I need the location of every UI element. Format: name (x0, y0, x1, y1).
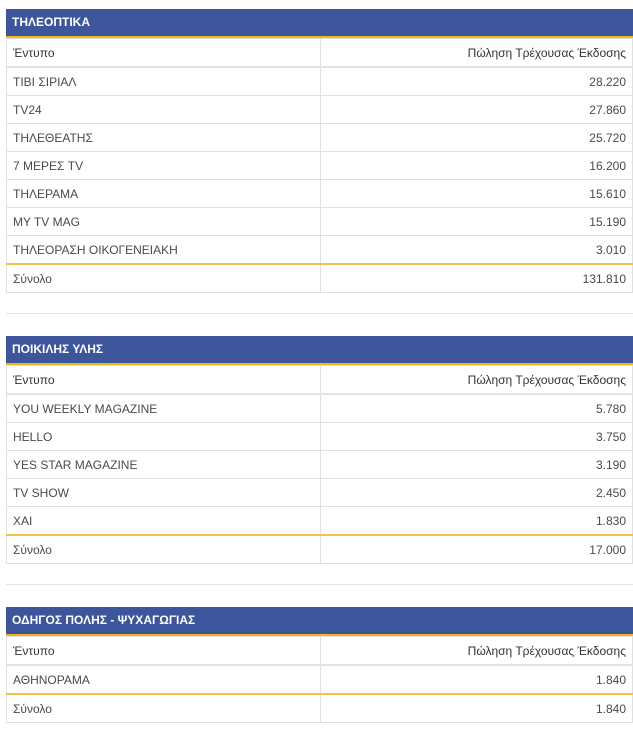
section-title: ΤΗΛΕΟΠΤΙΚΑ (6, 9, 633, 38)
column-header-title: Έντυπο (7, 366, 321, 395)
row-value: 3.190 (320, 451, 633, 479)
table-row (7, 451, 633, 479)
total-value: 131.810 (320, 264, 633, 293)
sales-table (6, 38, 633, 293)
table-header-row (7, 39, 633, 68)
row-value: 15.190 (320, 208, 633, 236)
table-row (7, 124, 633, 152)
row-title: MY TV MAG (7, 208, 321, 236)
column-header-sales: Πώληση Τρέχουσας Έκδοσης (320, 39, 633, 68)
sales-table (6, 636, 633, 723)
total-label: Σύνολο (7, 694, 321, 723)
section-odigos-polis (6, 607, 633, 723)
table-row (7, 394, 633, 423)
row-value: 15.610 (320, 180, 633, 208)
column-header-title: Έντυπο (7, 39, 321, 68)
sales-table (6, 365, 633, 564)
row-value: 5.780 (320, 394, 633, 423)
row-value: 16.200 (320, 152, 633, 180)
row-value: 28.220 (320, 67, 633, 96)
table-header-row (7, 637, 633, 666)
table-row (7, 507, 633, 536)
table-row (7, 96, 633, 124)
row-title: ΤΗΛΕΟΡΑΣΗ ΟΙΚΟΓΕΝΕΙΑΚΗ (7, 236, 321, 265)
row-title: TV24 (7, 96, 321, 124)
section-poikilis-ylis (6, 336, 633, 564)
row-title: 7 ΜΕΡΕΣ TV (7, 152, 321, 180)
row-title: YES STAR MAGAZINE (7, 451, 321, 479)
table-row (7, 423, 633, 451)
total-label: Σύνολο (7, 264, 321, 293)
total-label: Σύνολο (7, 535, 321, 564)
table-row (7, 180, 633, 208)
column-header-title: Έντυπο (7, 637, 321, 666)
row-title: ΤΗΛΕΘΕΑΤΗΣ (7, 124, 321, 152)
row-value: 25.720 (320, 124, 633, 152)
table-row (7, 665, 633, 694)
row-value: 27.860 (320, 96, 633, 124)
row-value: 2.450 (320, 479, 633, 507)
row-value: 1.840 (320, 665, 633, 694)
row-title: ΧΑΙ (7, 507, 321, 536)
table-row (7, 67, 633, 96)
total-row (7, 264, 633, 293)
total-row (7, 694, 633, 723)
section-divider (6, 584, 633, 585)
total-row (7, 535, 633, 564)
total-value: 17.000 (320, 535, 633, 564)
table-row (7, 152, 633, 180)
section-title: ΠΟΙΚΙΛΗΣ ΥΛΗΣ (6, 336, 633, 365)
row-value: 3.750 (320, 423, 633, 451)
section-divider (6, 313, 633, 314)
section-title: ΟΔΗΓΟΣ ΠΟΛΗΣ - ΨΥΧΑΓΩΓΙΑΣ (6, 607, 633, 636)
row-title: HELLO (7, 423, 321, 451)
row-value: 3.010 (320, 236, 633, 265)
table-row (7, 208, 633, 236)
table-header-row (7, 366, 633, 395)
column-header-sales: Πώληση Τρέχουσας Έκδοσης (320, 366, 633, 395)
table-row (7, 236, 633, 265)
section-tileoptika (6, 9, 633, 293)
row-title: ΤΙΒΙ ΣΙΡΙΑΛ (7, 67, 321, 96)
total-value: 1.840 (320, 694, 633, 723)
row-title: ΤΗΛΕΡΑΜΑ (7, 180, 321, 208)
row-title: ΑΘΗΝΟΡΑΜΑ (7, 665, 321, 694)
row-title: TV SHOW (7, 479, 321, 507)
row-title: YOU WEEKLY MAGAZINE (7, 394, 321, 423)
row-value: 1.830 (320, 507, 633, 536)
column-header-sales: Πώληση Τρέχουσας Έκδοσης (320, 637, 633, 666)
table-row (7, 479, 633, 507)
